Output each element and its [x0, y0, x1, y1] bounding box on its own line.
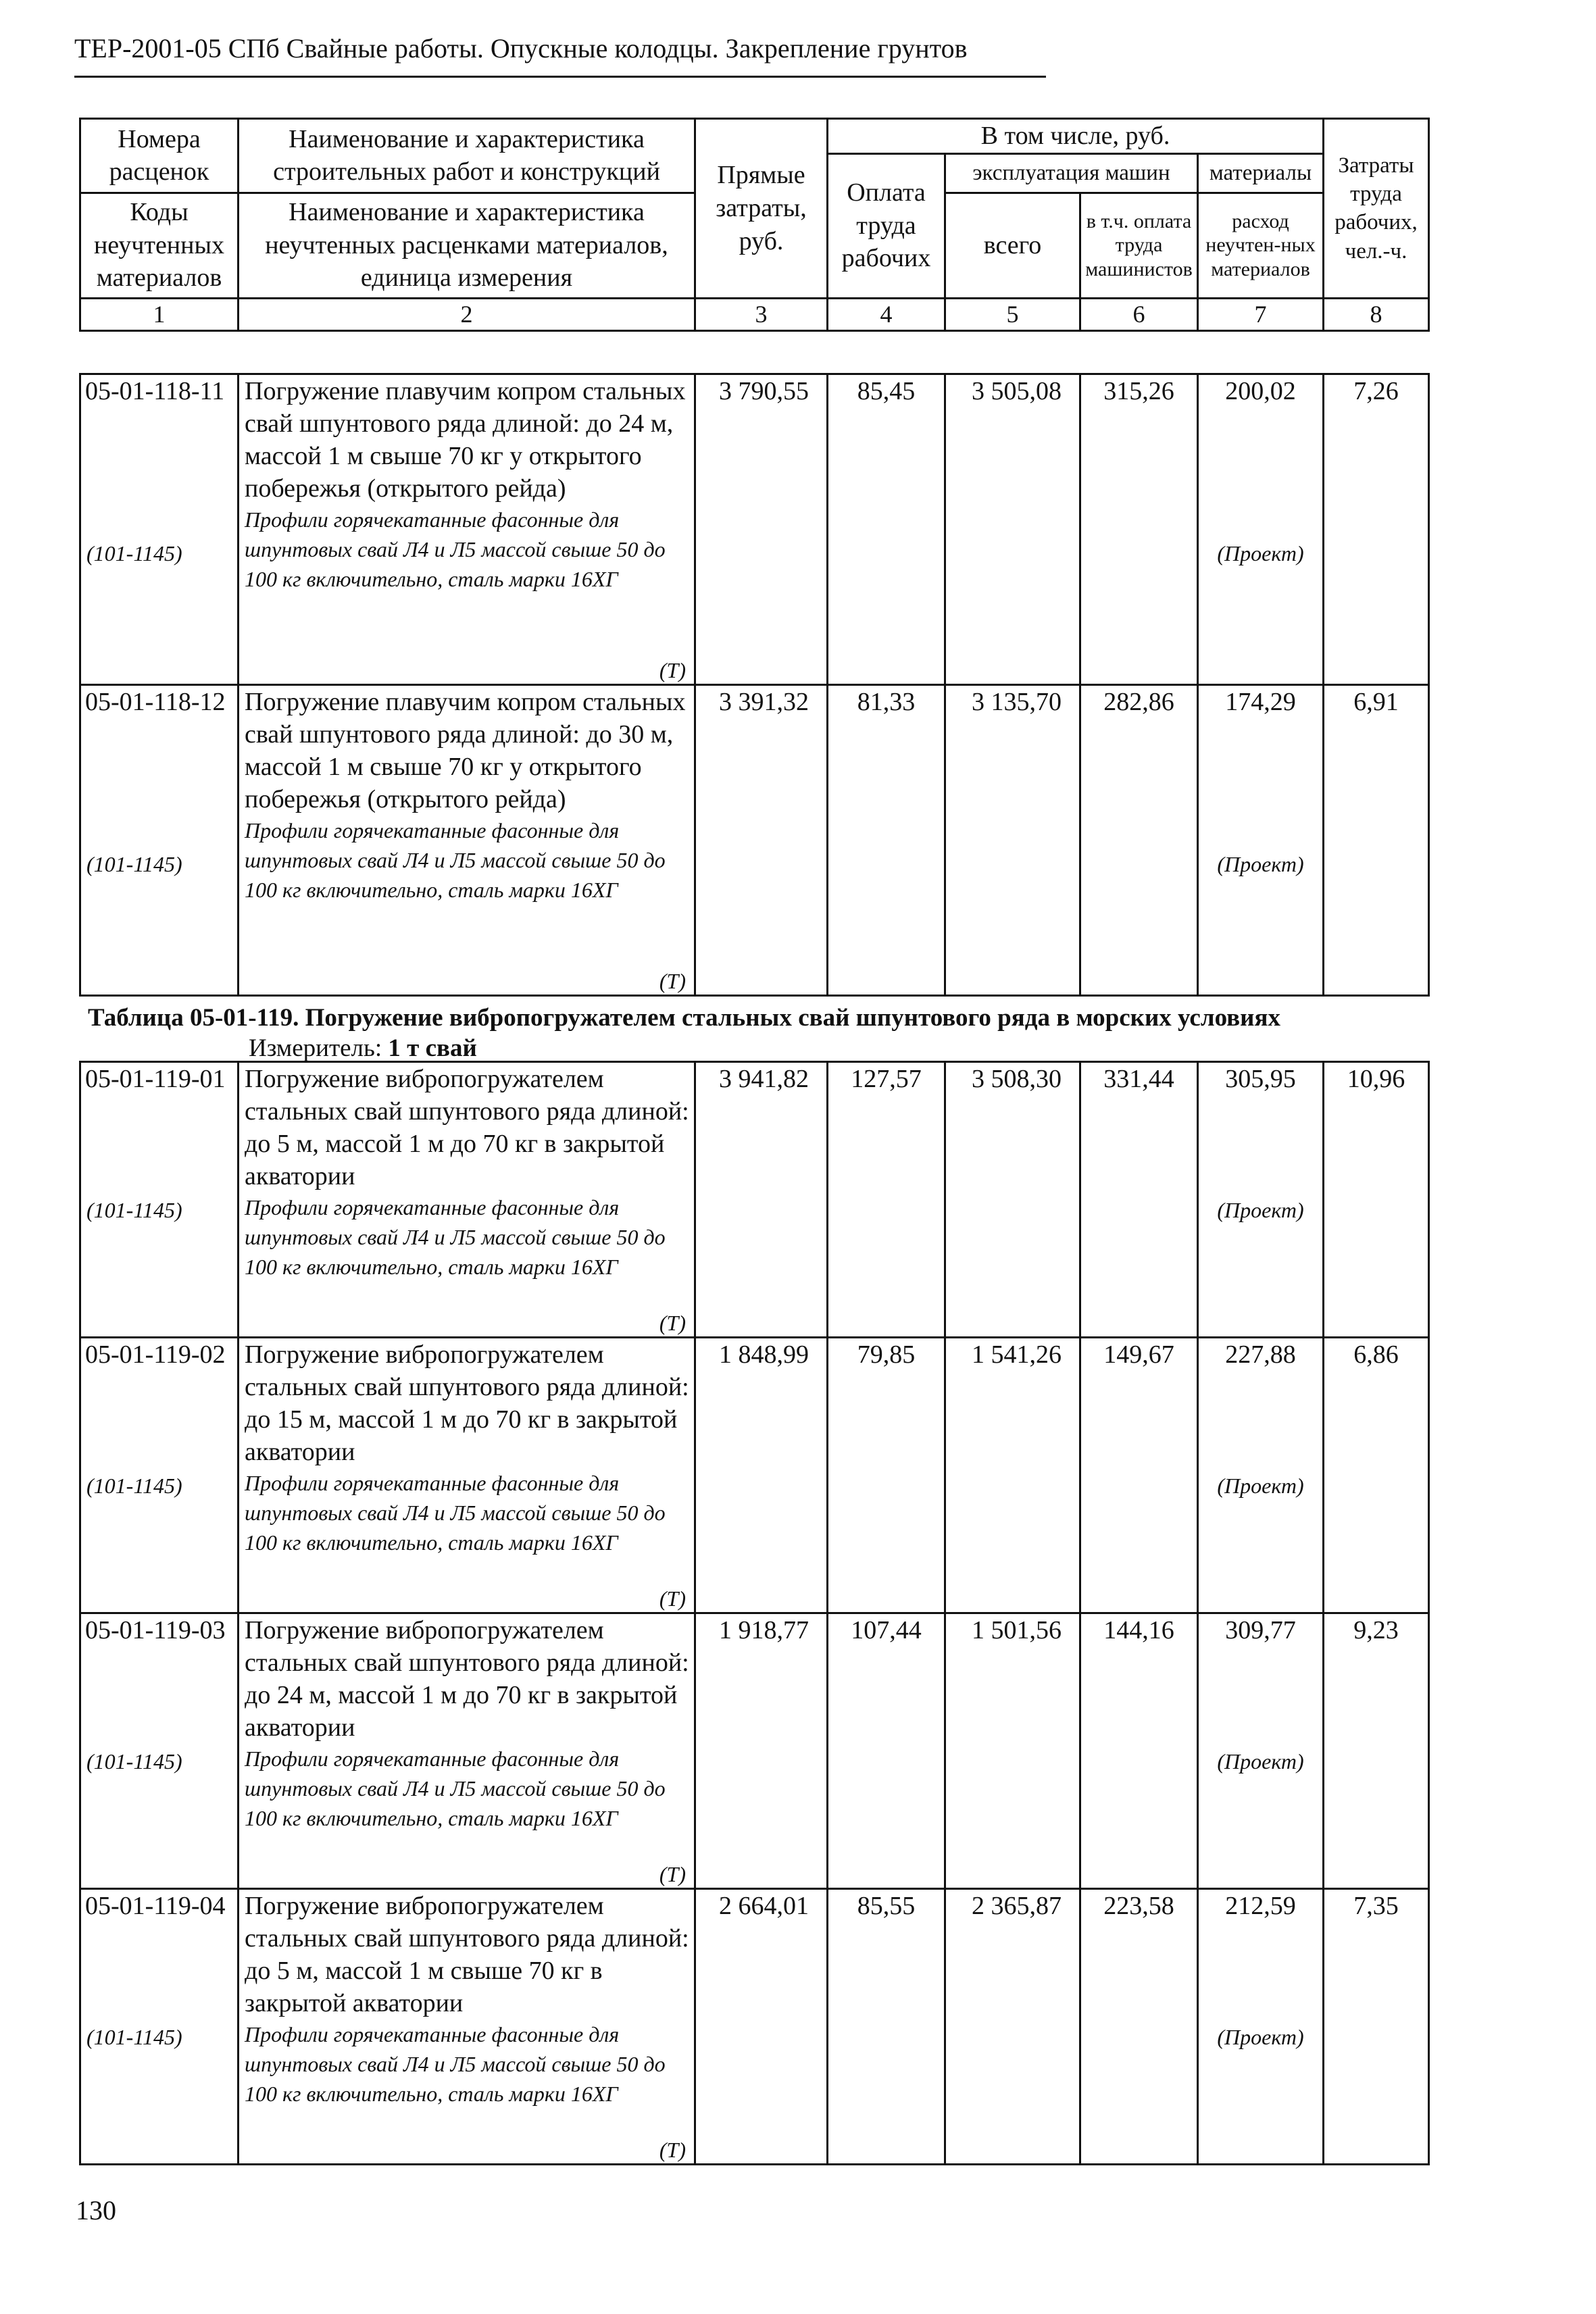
- table-title: Таблица 05-01-119. Погружение вибропогружателем стальных свай шпунтового ряда в морских условиях: [88, 1004, 1280, 1032]
- head-direct-costs: Прямые затраты, руб.: [695, 119, 828, 299]
- machines-total: 3 505,08: [945, 374, 1080, 685]
- materials-value: 309,77: [1225, 1616, 1296, 1644]
- machinist-pay: 144,16: [1080, 1613, 1198, 1889]
- rate-code-cell: [80, 374, 239, 685]
- unaccounted-material-code: (101-1145): [86, 1198, 182, 1222]
- machines-total: 1 541,26: [945, 1338, 1080, 1613]
- description-cell: [239, 1338, 695, 1613]
- work-description: Погружение вибропогружателем стальных свай шпунтового ряда длиной: до 24 м, массой 1 м до 70 кг в закрытой акватории: [245, 1616, 689, 1742]
- unaccounted-material-code: (101-1145): [86, 1749, 182, 1774]
- material-description: Профили горячекатанные фасонные для шпунтовых свай Л4 и Л5 массой свыше 50 до 100 кг включительно, сталь марки 16ХГ: [245, 2022, 666, 2106]
- rate-code: 05-01-119-04: [85, 1892, 226, 1920]
- labor-pay: 107,44: [828, 1613, 945, 1889]
- measurer: [249, 1034, 477, 1063]
- rates-table-119: [79, 1061, 1430, 2165]
- materials-value: 200,02: [1225, 377, 1296, 405]
- direct-costs: 3 391,32: [695, 685, 828, 996]
- labor-pay: 81,33: [828, 685, 945, 996]
- unaccounted-material-code: (101-1145): [86, 1474, 182, 1498]
- head-col2-bottom: Наименование и характеристика неучтенных расценками материалов, единица измерения: [239, 193, 695, 298]
- unaccounted-material-code: (101-1145): [86, 852, 182, 876]
- type-mark: (Т): [659, 1586, 686, 1611]
- rate-code-cell: [80, 685, 239, 996]
- material-description: Профили горячекатанные фасонные для шпунтовых свай Л4 и Л5 массой свыше 50 до 100 кг включительно, сталь марки 16ХГ: [245, 1195, 666, 1279]
- table-row: [80, 1338, 1429, 1613]
- head-number: 3: [695, 298, 828, 330]
- table-row: [80, 374, 1429, 685]
- direct-costs: 3 790,55: [695, 374, 828, 685]
- direct-costs: 1 918,77: [695, 1613, 828, 1889]
- header-divider: [74, 76, 1046, 78]
- machinist-pay: 149,67: [1080, 1338, 1198, 1613]
- description-cell: [239, 374, 695, 685]
- rate-code: 05-01-119-02: [85, 1340, 226, 1369]
- page-number: 130: [76, 2195, 116, 2225]
- type-mark: (Т): [659, 1862, 686, 1886]
- head-number: 6: [1080, 298, 1198, 330]
- table-row: [80, 1062, 1429, 1338]
- project-note: (Проект): [1217, 852, 1304, 876]
- labor-hours: 7,26: [1324, 374, 1429, 685]
- direct-costs: 1 848,99: [695, 1338, 828, 1613]
- work-description: Погружение вибропогружателем стальных свай шпунтового ряда длиной: до 5 м, массой 1 м свыше 70 кг в закрытой акватории: [245, 1892, 689, 2017]
- table-row: [80, 1613, 1429, 1889]
- description-cell: [239, 1889, 695, 2165]
- machines-total: 3 508,30: [945, 1062, 1080, 1338]
- material-description: Профили горячекатанные фасонные для шпунтовых свай Л4 и Л5 массой свыше 50 до 100 кг включительно, сталь марки 16ХГ: [245, 1471, 666, 1555]
- materials-value: 227,88: [1225, 1340, 1296, 1369]
- head-number: 7: [1198, 298, 1324, 330]
- head-unaccounted-materials: расход неучтен-ных материалов: [1198, 193, 1324, 298]
- unaccounted-material-code: (101-1145): [86, 541, 182, 565]
- labor-hours: 9,23: [1324, 1613, 1429, 1889]
- materials-cell: [1198, 1613, 1324, 1889]
- rate-code: 05-01-118-12: [85, 688, 226, 716]
- rate-code: 05-01-119-03: [85, 1616, 226, 1644]
- description-cell: [239, 685, 695, 996]
- labor-pay: 127,57: [828, 1062, 945, 1338]
- head-number: 8: [1324, 298, 1429, 330]
- type-mark: (Т): [659, 969, 686, 993]
- head-number: 2: [239, 298, 695, 330]
- head-number: 5: [945, 298, 1080, 330]
- head-materials: материалы: [1198, 153, 1324, 193]
- labor-hours: 7,35: [1324, 1889, 1429, 2165]
- head-including: В том числе, руб.: [828, 119, 1324, 154]
- rate-code-cell: [80, 1889, 239, 2165]
- project-note: (Проект): [1217, 2025, 1304, 2049]
- materials-cell: [1198, 1338, 1324, 1613]
- materials-value: 174,29: [1225, 688, 1296, 716]
- rate-code-cell: [80, 1062, 239, 1338]
- description-cell: [239, 1613, 695, 1889]
- direct-costs: 2 664,01: [695, 1889, 828, 2165]
- project-note: (Проект): [1217, 1474, 1304, 1498]
- project-note: (Проект): [1217, 1198, 1304, 1222]
- machinist-pay: 331,44: [1080, 1062, 1198, 1338]
- rate-code-cell: [80, 1613, 239, 1889]
- project-note: (Проект): [1217, 1749, 1304, 1774]
- head-machinist-pay: в т.ч. оплата труда машинистов: [1080, 193, 1198, 298]
- head-col1-bottom: Коды неучтенных материалов: [80, 193, 239, 298]
- material-description: Профили горячекатанные фасонные для шпунтовых свай Л4 и Л5 массой свыше 50 до 100 кг включительно, сталь марки 16ХГ: [245, 818, 666, 902]
- material-description: Профили горячекатанные фасонные для шпунтовых свай Л4 и Л5 массой свыше 50 до 100 кг включительно, сталь марки 16ХГ: [245, 507, 666, 591]
- table-row: [80, 685, 1429, 996]
- head-machines-total: всего: [945, 193, 1080, 298]
- page-header: ТЕР-2001-05 СПб Свайные работы. Опускные колодцы. Закрепление грунтов: [74, 33, 968, 64]
- rate-code-cell: [80, 1338, 239, 1613]
- materials-value: 212,59: [1225, 1892, 1296, 1920]
- measurer-label: Измеритель:: [249, 1034, 382, 1062]
- labor-hours: 10,96: [1324, 1062, 1429, 1338]
- materials-value: 305,95: [1225, 1065, 1296, 1093]
- type-mark: (Т): [659, 658, 686, 682]
- measurer-value: 1 т свай: [388, 1034, 477, 1062]
- work-description: Погружение плавучим копром стальных свай шпунтового ряда длиной: до 30 м, массой 1 м свыше 70 кг у открытого побережья (открытого рейда): [245, 688, 686, 813]
- labor-hours: 6,86: [1324, 1338, 1429, 1613]
- machines-total: 1 501,56: [945, 1613, 1080, 1889]
- work-description: Погружение вибропогружателем стальных свай шпунтового ряда длиной: до 5 м, массой 1 м до 70 кг в закрытой акватории: [245, 1065, 689, 1190]
- materials-cell: [1198, 1062, 1324, 1338]
- head-machine-operation: эксплуатация машин: [945, 153, 1198, 193]
- labor-pay: 85,45: [828, 374, 945, 685]
- type-mark: (Т): [659, 2138, 686, 2162]
- unaccounted-material-code: (101-1145): [86, 2025, 182, 2049]
- description-cell: [239, 1062, 695, 1338]
- work-description: Погружение плавучим копром стальных свай шпунтового ряда длиной: до 24 м, массой 1 м свыше 70 кг у открытого побережья (открытого рейда): [245, 377, 686, 503]
- table-row: [80, 1889, 1429, 2165]
- type-mark: (Т): [659, 1311, 686, 1335]
- work-description: Погружение вибропогружателем стальных свай шпунтового ряда длиной: до 15 м, массой 1 м до 70 кг в закрытой акватории: [245, 1340, 689, 1466]
- head-labor-hours: Затраты труда рабочих, чел.-ч.: [1324, 119, 1429, 299]
- material-description: Профили горячекатанные фасонные для шпунтовых свай Л4 и Л5 массой свыше 50 до 100 кг включительно, сталь марки 16ХГ: [245, 1746, 666, 1830]
- machinist-pay: 315,26: [1080, 374, 1198, 685]
- materials-cell: [1198, 374, 1324, 685]
- direct-costs: 3 941,82: [695, 1062, 828, 1338]
- head-number: 4: [828, 298, 945, 330]
- machinist-pay: 223,58: [1080, 1889, 1198, 2165]
- rates-table-118: [79, 373, 1430, 997]
- materials-cell: [1198, 1889, 1324, 2165]
- head-number: 1: [80, 298, 239, 330]
- machines-total: 2 365,87: [945, 1889, 1080, 2165]
- rate-code: 05-01-118-11: [85, 377, 225, 405]
- project-note: (Проект): [1217, 541, 1304, 565]
- head-col1-top: Номера расценок: [80, 119, 239, 193]
- head-labor-pay: Оплата труда рабочих: [828, 153, 945, 298]
- labor-hours: 6,91: [1324, 685, 1429, 996]
- machinist-pay: 282,86: [1080, 685, 1198, 996]
- materials-cell: [1198, 685, 1324, 996]
- labor-pay: 85,55: [828, 1889, 945, 2165]
- labor-pay: 79,85: [828, 1338, 945, 1613]
- head-col2-top: Наименование и характеристика строительных работ и конструкций: [239, 119, 695, 193]
- rate-code: 05-01-119-01: [85, 1065, 226, 1093]
- machines-total: 3 135,70: [945, 685, 1080, 996]
- column-header-table: [79, 118, 1430, 332]
